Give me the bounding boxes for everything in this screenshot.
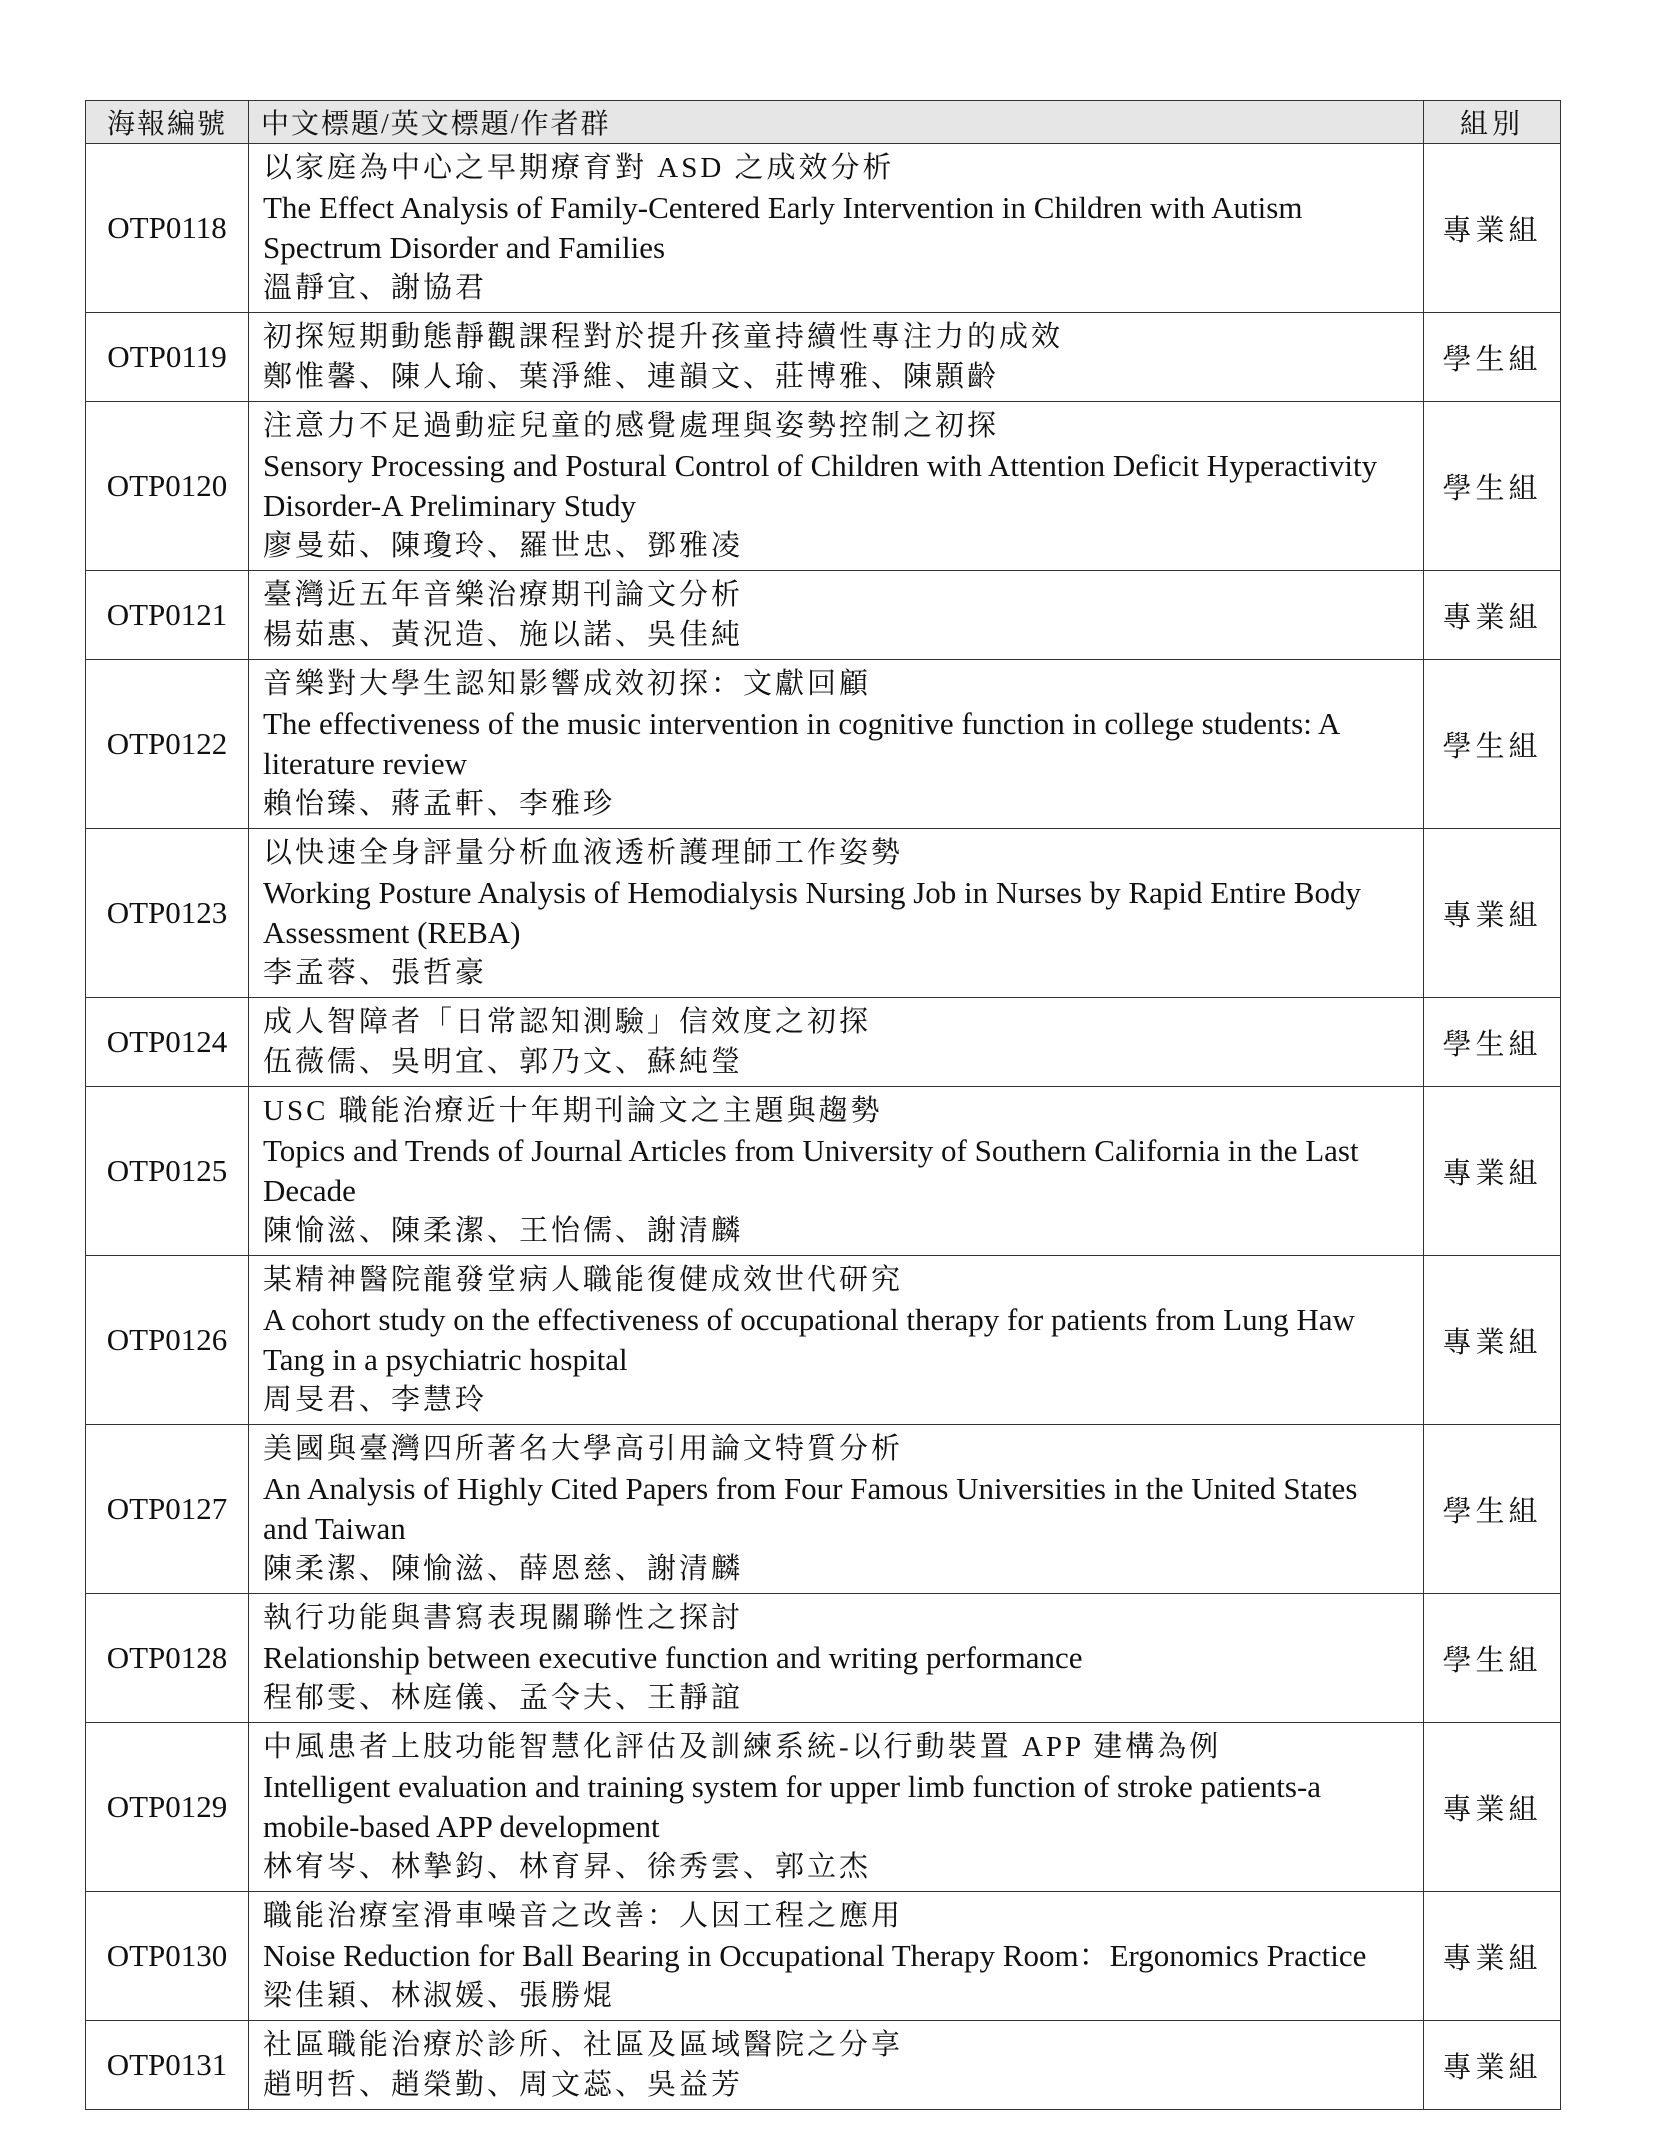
poster-content (249, 1256, 1424, 1425)
table-row (86, 571, 1561, 660)
poster-content (249, 660, 1424, 829)
table-row (86, 1723, 1561, 1892)
authors: 賴怡臻、蔣孟軒、李雅珍 (263, 788, 616, 820)
poster-number: OTP0119 (86, 313, 249, 402)
poster-number: OTP0118 (86, 144, 249, 313)
poster-content (249, 1723, 1424, 1892)
english-title: Intelligent evaluation and training system for upper limb function of stroke patients-a mobile-based APP development (263, 1769, 1322, 1844)
chinese-title: 某精神醫院龍發堂病人職能復健成效世代研究 (263, 1264, 904, 1296)
authors: 伍薇儒、吳明宜、郭乃文、蘇純瑩 (263, 1046, 744, 1078)
authors: 程郁雯、林庭儀、孟令夫、王靜誼 (263, 1682, 744, 1714)
poster-number: OTP0125 (86, 1087, 249, 1256)
authors: 周旻君、李慧玲 (263, 1384, 488, 1416)
group-label: 專業組 (1424, 829, 1561, 998)
authors: 李孟蓉、張哲豪 (263, 957, 488, 989)
group-label: 專業組 (1424, 1256, 1561, 1425)
english-title: Relationship between executive function and writing performance (263, 1640, 1083, 1675)
header-title-authors: 中文標題/英文標題/作者群 (249, 101, 1424, 144)
poster-content (249, 571, 1424, 660)
chinese-title: 以快速全身評量分析血液透析護理師工作姿勢 (263, 837, 904, 869)
poster-number: OTP0127 (86, 1425, 249, 1594)
poster-content (249, 1425, 1424, 1594)
group-label: 專業組 (1424, 2021, 1561, 2110)
english-title: Noise Reduction for Ball Bearing in Occupational Therapy Room：Ergonomics Practice (263, 1938, 1367, 1973)
poster-number: OTP0126 (86, 1256, 249, 1425)
table-row (86, 402, 1561, 571)
poster-number: OTP0124 (86, 998, 249, 1087)
table-header-row (86, 101, 1561, 144)
poster-content (249, 1087, 1424, 1256)
poster-content (249, 402, 1424, 571)
chinese-title: 初探短期動態靜觀課程對於提升孩童持續性專注力的成效 (263, 321, 1064, 353)
english-title: Sensory Processing and Postural Control of Children with Attention Deficit Hyperactivity Disorder-A Preliminary Study (263, 448, 1378, 523)
poster-content (249, 1594, 1424, 1723)
authors: 陳愉滋、陳柔潔、王怡儒、謝清麟 (263, 1215, 744, 1247)
poster-content (249, 2021, 1424, 2110)
poster-content (249, 1892, 1424, 2021)
english-title: An Analysis of Highly Cited Papers from Four Famous Universities in the United States and Taiwan (263, 1471, 1358, 1546)
english-title: Working Posture Analysis of Hemodialysis Nursing Job in Nurses by Rapid Entire Body Assessment (REBA) (263, 875, 1361, 950)
chinese-title: 臺灣近五年音樂治療期刊論文分析 (263, 579, 744, 611)
poster-content (249, 829, 1424, 998)
poster-number: OTP0130 (86, 1892, 249, 2021)
chinese-title: 執行功能與書寫表現關聯性之探討 (263, 1602, 744, 1634)
poster-number: OTP0131 (86, 2021, 249, 2110)
group-label: 專業組 (1424, 1892, 1561, 2021)
group-label: 學生組 (1424, 1594, 1561, 1723)
chinese-title: 成人智障者「日常認知測驗」信效度之初探 (263, 1006, 872, 1038)
group-label: 學生組 (1424, 1425, 1561, 1594)
header-group: 組別 (1424, 101, 1561, 144)
table-row (86, 1425, 1561, 1594)
chinese-title: 以家庭為中心之早期療育對 ASD 之成效分析 (263, 152, 895, 184)
authors: 梁佳穎、林淑媛、張勝焜 (263, 1980, 616, 2012)
table-row (86, 1892, 1561, 2021)
group-label: 專業組 (1424, 1723, 1561, 1892)
poster-number: OTP0120 (86, 402, 249, 571)
authors: 鄭惟馨、陳人瑜、葉淨維、連韻文、莊博雅、陳顥齡 (263, 361, 1000, 393)
poster-table (85, 100, 1561, 2110)
poster-number: OTP0121 (86, 571, 249, 660)
document-page (85, 100, 1560, 2110)
table-row (86, 313, 1561, 402)
chinese-title: 社區職能治療於診所、社區及區域醫院之分享 (263, 2029, 904, 2061)
authors: 趙明哲、趙榮勤、周文蕊、吳益芳 (263, 2069, 744, 2101)
authors: 楊茹惠、黃況造、施以諾、吳佳純 (263, 619, 744, 651)
group-label: 學生組 (1424, 998, 1561, 1087)
chinese-title: USC 職能治療近十年期刊論文之主題與趨勢 (263, 1095, 883, 1127)
chinese-title: 美國與臺灣四所著名大學高引用論文特質分析 (263, 1433, 904, 1465)
authors: 廖曼茹、陳瓊玲、羅世忠、鄧雅凌 (263, 530, 744, 562)
table-row (86, 1256, 1561, 1425)
authors: 溫靜宜、謝協君 (263, 272, 488, 304)
authors: 林宥岑、林摯鈞、林育昇、徐秀雲、郭立杰 (263, 1851, 872, 1883)
chinese-title: 注意力不足過動症兒童的感覺處理與姿勢控制之初探 (263, 410, 1000, 442)
table-row (86, 144, 1561, 313)
english-title: The effectiveness of the music intervention in cognitive function in college students: A literature review (263, 706, 1339, 781)
chinese-title: 職能治療室滑車噪音之改善：人因工程之應用 (263, 1900, 904, 1932)
table-row (86, 1087, 1561, 1256)
poster-number: OTP0123 (86, 829, 249, 998)
poster-number: OTP0128 (86, 1594, 249, 1723)
chinese-title: 音樂對大學生認知影響成效初探：文獻回顧 (263, 668, 872, 700)
english-title: Topics and Trends of Journal Articles from University of Southern California in the Last Decade (263, 1133, 1359, 1208)
group-label: 專業組 (1424, 1087, 1561, 1256)
group-label: 學生組 (1424, 660, 1561, 829)
poster-content (249, 998, 1424, 1087)
group-label: 學生組 (1424, 402, 1561, 571)
english-title: The Effect Analysis of Family-Centered Early Intervention in Children with Autism Spectrum Disorder and Families (263, 190, 1303, 265)
authors: 陳柔潔、陳愉滋、薛恩慈、謝清麟 (263, 1553, 744, 1585)
group-label: 專業組 (1424, 571, 1561, 660)
table-row (86, 829, 1561, 998)
table-row (86, 660, 1561, 829)
poster-number: OTP0129 (86, 1723, 249, 1892)
table-row (86, 998, 1561, 1087)
group-label: 專業組 (1424, 144, 1561, 313)
header-poster-number: 海報編號 (86, 101, 249, 144)
chinese-title: 中風患者上肢功能智慧化評估及訓練系統-以行動裝置 APP 建構為例 (263, 1731, 1222, 1763)
english-title: A cohort study on the effectiveness of occupational therapy for patients from Lung Haw Tang in a psychiatric hospital (263, 1302, 1355, 1377)
poster-content (249, 144, 1424, 313)
poster-number: OTP0122 (86, 660, 249, 829)
table-row (86, 2021, 1561, 2110)
poster-content (249, 313, 1424, 402)
table-row (86, 1594, 1561, 1723)
group-label: 學生組 (1424, 313, 1561, 402)
